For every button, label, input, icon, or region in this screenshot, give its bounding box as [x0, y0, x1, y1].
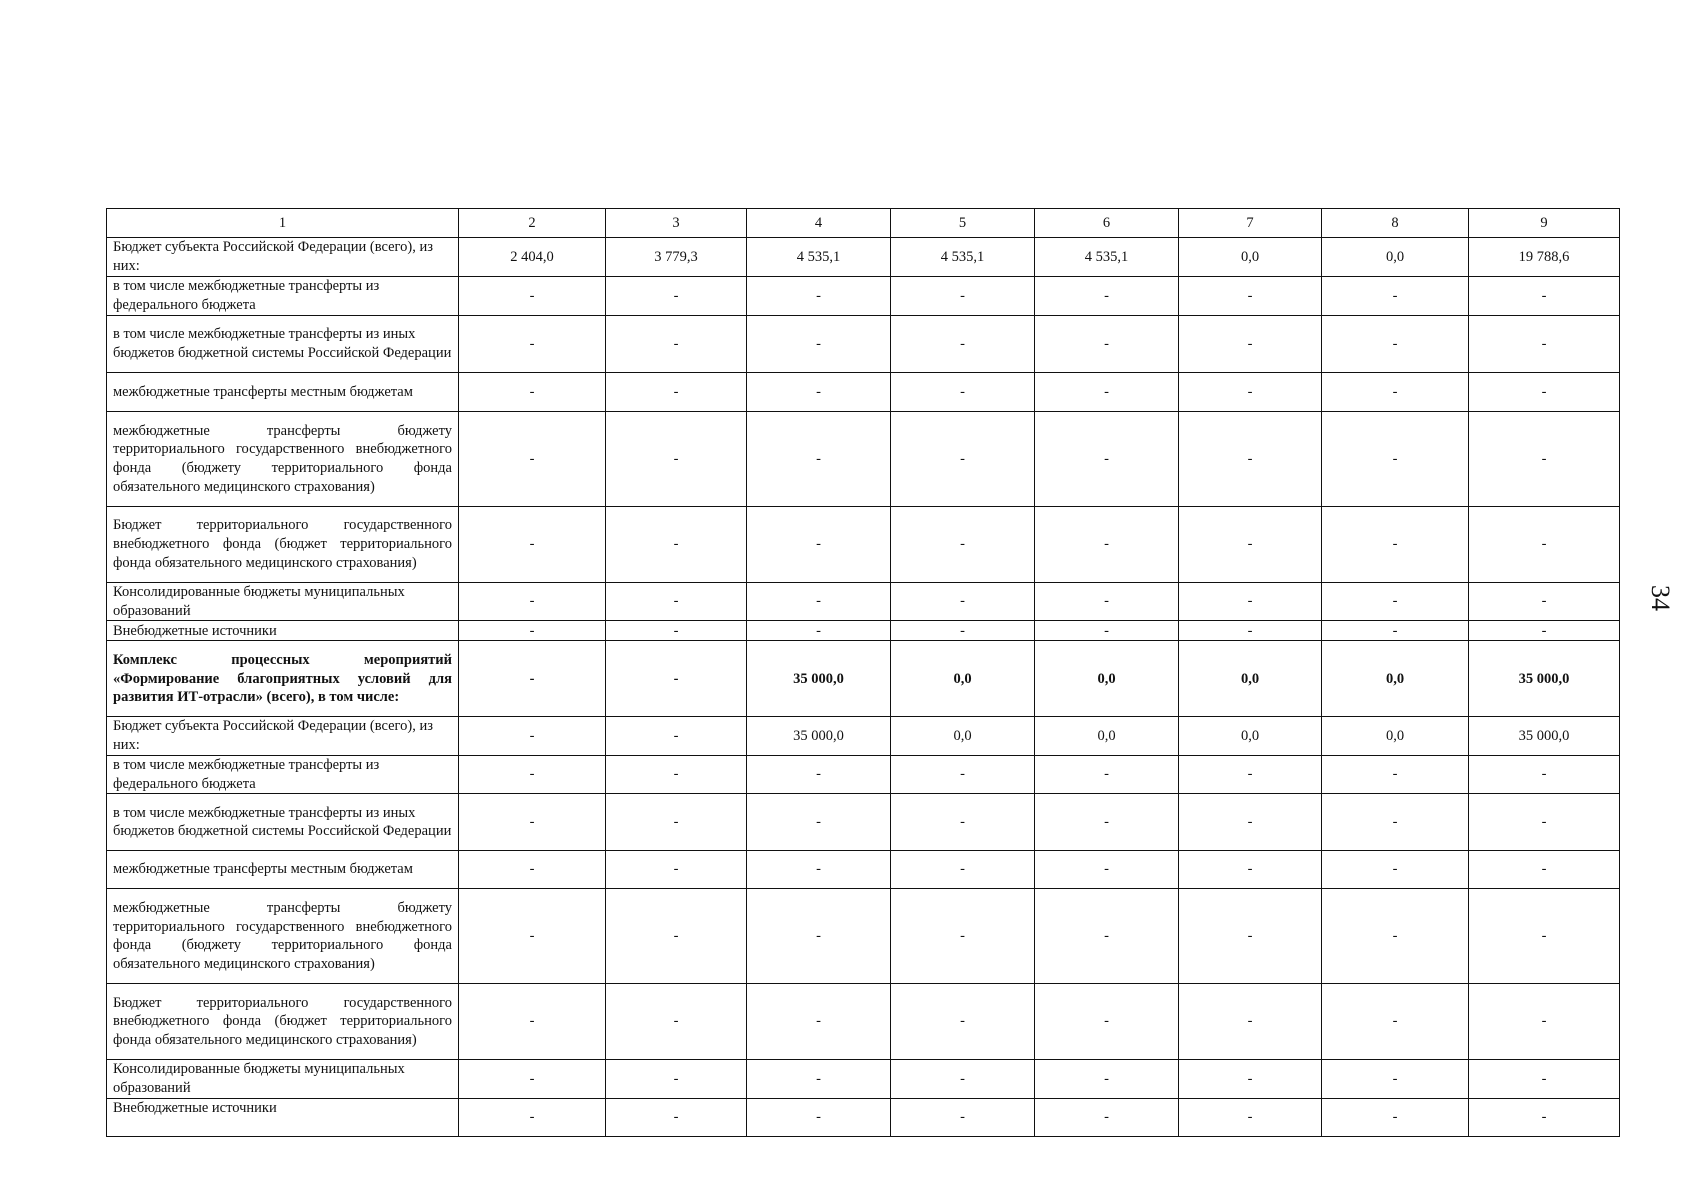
cell-value: 0,0 [1179, 641, 1322, 717]
cell-value: - [459, 1098, 606, 1136]
column-number: 4 [747, 209, 891, 238]
table-row [107, 717, 1620, 755]
cell-value: - [459, 373, 606, 412]
cell-value: - [459, 984, 606, 1060]
cell-value: - [1469, 412, 1620, 507]
column-number: 7 [1179, 209, 1322, 238]
cell-value: - [747, 316, 891, 373]
cell-value: 19 788,6 [1469, 238, 1620, 277]
cell-value: - [1035, 889, 1179, 984]
cell-value: - [459, 507, 606, 583]
cell-value: 0,0 [1322, 641, 1469, 717]
column-number: 1 [107, 209, 459, 238]
row-label: Бюджет территориального государственного внебюджетного фонда (бюджет территориального фонда обязательного медицинского страхования) [107, 507, 459, 583]
row-label: межбюджетные трансферты бюджету территориального государственного внебюджетного фонда (бюджету территориального фонда обязательного медицинского страхования) [107, 889, 459, 984]
column-number: 2 [459, 209, 606, 238]
cell-value: - [606, 583, 747, 621]
cell-value: - [1469, 851, 1620, 889]
table-row [107, 889, 1620, 984]
table-row [107, 851, 1620, 889]
row-label: межбюджетные трансферты бюджету территориального государственного внебюджетного фонда (бюджету территориального фонда обязательного медицинского страхования) [107, 412, 459, 507]
cell-value: - [1179, 755, 1322, 793]
cell-value: - [1322, 755, 1469, 793]
row-label: межбюджетные трансферты местным бюджетам [107, 851, 459, 889]
cell-value: - [459, 851, 606, 889]
cell-value: - [1322, 794, 1469, 851]
row-label: Комплекс процессных мероприятий «Формирование благоприятных условий для развития ИТ-отрасли» (всего), в том числе: [107, 641, 459, 717]
cell-value: - [891, 277, 1035, 316]
cell-value: - [459, 621, 606, 641]
table-row [107, 1060, 1620, 1098]
cell-value: - [747, 889, 891, 984]
cell-value: - [1179, 889, 1322, 984]
cell-value: - [1469, 889, 1620, 984]
cell-value: - [1035, 316, 1179, 373]
cell-value: - [891, 621, 1035, 641]
table-row [107, 621, 1620, 641]
cell-value: - [1322, 1098, 1469, 1136]
cell-value: - [1179, 794, 1322, 851]
cell-value: 35 000,0 [747, 641, 891, 717]
cell-value: 0,0 [1035, 641, 1179, 717]
cell-value: - [747, 1098, 891, 1136]
cell-value: - [1322, 984, 1469, 1060]
row-label: Бюджет субъекта Российской Федерации (всего), из них: [107, 717, 459, 755]
cell-value: - [606, 621, 747, 641]
cell-value: - [747, 794, 891, 851]
cell-value: 0,0 [1179, 717, 1322, 755]
table-row [107, 794, 1620, 851]
cell-value: - [891, 583, 1035, 621]
cell-value: 4 535,1 [747, 238, 891, 277]
cell-value: - [1035, 755, 1179, 793]
table-row [107, 641, 1620, 717]
cell-value: - [747, 583, 891, 621]
cell-value: - [1469, 1098, 1620, 1136]
cell-value: - [1179, 851, 1322, 889]
cell-value: - [606, 277, 747, 316]
column-number: 9 [1469, 209, 1620, 238]
cell-value: - [459, 641, 606, 717]
cell-value: 2 404,0 [459, 238, 606, 277]
cell-value: - [1322, 889, 1469, 984]
table-row [107, 373, 1620, 412]
cell-value: - [459, 889, 606, 984]
cell-value: - [1035, 984, 1179, 1060]
cell-value: - [459, 316, 606, 373]
cell-value: - [1322, 621, 1469, 641]
cell-value: 0,0 [1322, 238, 1469, 277]
cell-value: - [1035, 1060, 1179, 1098]
cell-value: - [1322, 1060, 1469, 1098]
cell-value: - [459, 412, 606, 507]
column-number-row [107, 209, 1620, 238]
table-row [107, 755, 1620, 793]
cell-value: - [1322, 583, 1469, 621]
cell-value: - [606, 1060, 747, 1098]
cell-value: - [606, 851, 747, 889]
row-label: Внебюджетные источники [107, 1098, 459, 1136]
cell-value: 0,0 [891, 717, 1035, 755]
cell-value: - [1469, 277, 1620, 316]
cell-value: 0,0 [1179, 238, 1322, 277]
cell-value: 4 535,1 [1035, 238, 1179, 277]
cell-value: - [747, 851, 891, 889]
cell-value: - [606, 984, 747, 1060]
cell-value: - [1179, 412, 1322, 507]
cell-value: - [891, 889, 1035, 984]
cell-value: - [606, 373, 747, 412]
table-row [107, 277, 1620, 316]
row-label: Бюджет территориального государственного внебюджетного фонда (бюджет территориального фонда обязательного медицинского страхования) [107, 984, 459, 1060]
cell-value: - [1179, 507, 1322, 583]
cell-value: 35 000,0 [1469, 641, 1620, 717]
cell-value: - [1322, 316, 1469, 373]
row-label: в том числе межбюджетные трансферты из иных бюджетов бюджетной системы Российской Федерации [107, 316, 459, 373]
table-row [107, 238, 1620, 277]
cell-value: - [1035, 621, 1179, 641]
cell-value: - [747, 507, 891, 583]
cell-value: - [891, 794, 1035, 851]
row-label: Консолидированные бюджеты муниципальных образований [107, 1060, 459, 1098]
column-number: 8 [1322, 209, 1469, 238]
cell-value: - [1035, 373, 1179, 412]
cell-value: - [1035, 412, 1179, 507]
row-label: межбюджетные трансферты местным бюджетам [107, 373, 459, 412]
cell-value: 3 779,3 [606, 238, 747, 277]
cell-value: - [891, 1098, 1035, 1136]
cell-value: 4 535,1 [891, 238, 1035, 277]
cell-value: 0,0 [891, 641, 1035, 717]
cell-value: - [459, 1060, 606, 1098]
cell-value: - [1469, 373, 1620, 412]
column-number: 6 [1035, 209, 1179, 238]
cell-value: - [606, 507, 747, 583]
row-label: Бюджет субъекта Российской Федерации (всего), из них: [107, 238, 459, 277]
cell-value: - [1179, 277, 1322, 316]
cell-value: - [1469, 507, 1620, 583]
cell-value: - [459, 794, 606, 851]
table-row [107, 1098, 1620, 1136]
cell-value: - [1469, 794, 1620, 851]
cell-value: - [1322, 412, 1469, 507]
budget-sheet [106, 208, 1619, 1137]
cell-value: - [606, 316, 747, 373]
cell-value: - [1179, 373, 1322, 412]
page-number: 34 [1646, 585, 1675, 611]
table-row [107, 316, 1620, 373]
row-label: в том числе межбюджетные трансферты из иных бюджетов бюджетной системы Российской Федерации [107, 794, 459, 851]
cell-value: - [747, 412, 891, 507]
cell-value: - [1035, 851, 1179, 889]
table-row [107, 984, 1620, 1060]
cell-value: - [891, 1060, 1035, 1098]
cell-value: - [1035, 277, 1179, 316]
cell-value: - [1469, 621, 1620, 641]
table-row [107, 583, 1620, 621]
cell-value: - [1179, 1098, 1322, 1136]
cell-value: - [891, 755, 1035, 793]
cell-value: - [606, 755, 747, 793]
cell-value: 35 000,0 [747, 717, 891, 755]
cell-value: - [606, 1098, 747, 1136]
cell-value: - [747, 984, 891, 1060]
cell-value: - [1035, 583, 1179, 621]
cell-value: - [606, 794, 747, 851]
cell-value: - [1179, 583, 1322, 621]
cell-value: - [1179, 316, 1322, 373]
table-row [107, 507, 1620, 583]
table-row [107, 412, 1620, 507]
row-label: Внебюджетные источники [107, 621, 459, 641]
row-label: в том числе межбюджетные трансферты из федерального бюджета [107, 277, 459, 316]
cell-value: - [891, 507, 1035, 583]
cell-value: - [1035, 507, 1179, 583]
column-number: 3 [606, 209, 747, 238]
cell-value: - [1322, 507, 1469, 583]
cell-value: - [1469, 984, 1620, 1060]
cell-value: - [1469, 583, 1620, 621]
cell-value: - [1469, 316, 1620, 373]
cell-value: - [1322, 277, 1469, 316]
cell-value: - [1469, 1060, 1620, 1098]
cell-value: - [606, 641, 747, 717]
cell-value: - [459, 717, 606, 755]
cell-value: - [606, 412, 747, 507]
cell-value: - [1469, 755, 1620, 793]
budget-table [106, 208, 1620, 1137]
cell-value: 0,0 [1035, 717, 1179, 755]
cell-value: - [747, 621, 891, 641]
cell-value: - [1179, 984, 1322, 1060]
cell-value: - [1322, 373, 1469, 412]
cell-value: 35 000,0 [1469, 717, 1620, 755]
cell-value: - [1035, 1098, 1179, 1136]
cell-value: - [459, 583, 606, 621]
cell-value: - [459, 755, 606, 793]
cell-value: - [1035, 794, 1179, 851]
cell-value: - [891, 412, 1035, 507]
cell-value: - [747, 373, 891, 412]
cell-value: - [1322, 851, 1469, 889]
cell-value: - [606, 889, 747, 984]
row-label: Консолидированные бюджеты муниципальных образований [107, 583, 459, 621]
cell-value: - [1179, 1060, 1322, 1098]
cell-value: - [891, 316, 1035, 373]
cell-value: - [747, 755, 891, 793]
cell-value: - [606, 717, 747, 755]
cell-value: - [1179, 621, 1322, 641]
cell-value: - [459, 277, 606, 316]
cell-value: - [891, 851, 1035, 889]
row-label: в том числе межбюджетные трансферты из федерального бюджета [107, 755, 459, 793]
cell-value: - [891, 984, 1035, 1060]
cell-value: - [891, 373, 1035, 412]
cell-value: - [747, 1060, 891, 1098]
cell-value: 0,0 [1322, 717, 1469, 755]
column-number: 5 [891, 209, 1035, 238]
cell-value: - [747, 277, 891, 316]
